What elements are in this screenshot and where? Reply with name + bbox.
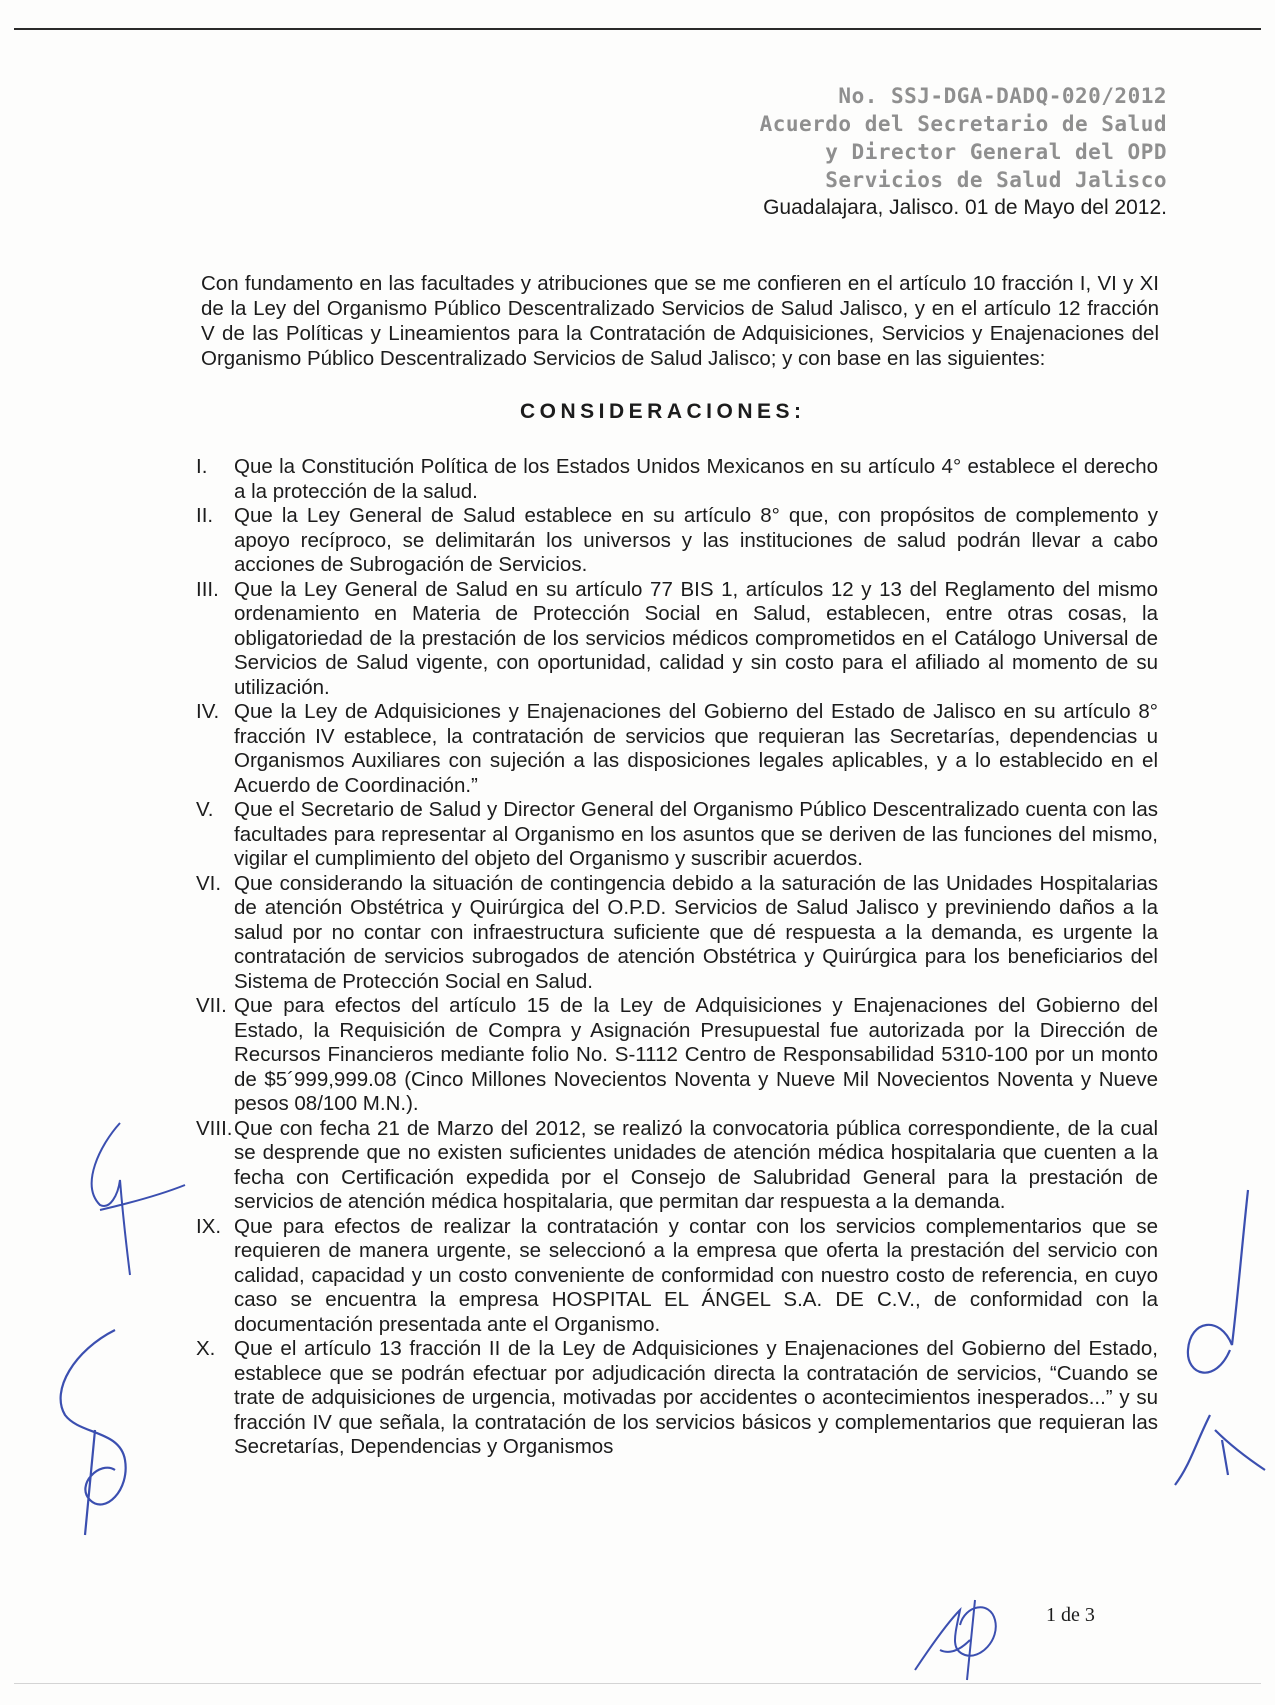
- header-title-line-1: Acuerdo del Secretario de Salud: [759, 112, 1167, 136]
- item-text: Que el artículo 13 fracción II de la Ley de Adquisiciones y Enajenaciones del Gobierno del Estado, establece que se podrán efectuar por adjudicación directa la contratación de servicios, “Cuando se trate de adquisiciones de urgencia, motivadas por accidentes o acontecimientos inesperados...” y su fracción IV que señala, la contratación de los servicios básicos y complementarios que requieran las Secretarías, Dependencias y Organismos: [234, 1337, 1158, 1458]
- page-number: 1 de 3: [1046, 1604, 1095, 1626]
- list-item: [190, 700, 1158, 798]
- header-title-line-3: Servicios de Salud Jalisco: [825, 168, 1167, 192]
- considerations-list: [190, 455, 1158, 1460]
- item-text: Que la Constitución Política de los Estados Unidos Mexicanos en su artículo 4° establece el derecho a la protección de la salud.: [234, 455, 1158, 503]
- item-number: VIII.: [196, 1116, 233, 1140]
- right-margin-signature: [1170, 1185, 1270, 1495]
- item-number: X.: [196, 1337, 216, 1360]
- section-heading: CONSIDERACIONES:: [520, 400, 806, 423]
- item-number: VI.: [196, 871, 222, 895]
- item-text: Que la Ley de Adquisiciones y Enajenaciones del Gobierno del Estado de Jalisco en su artículo 8° fracción IV establece, la contratación de servicios que requieran las Secretarías, dependencias u Organismos Auxiliares con sujeción a las disposiciones legales aplicables, y a lo establecido en el Acuerdo de Coordinación.”: [234, 700, 1158, 797]
- list-item: [190, 1337, 1158, 1460]
- item-text: Que la Ley General de Salud establece en su artículo 8° que, con propósitos de complemento y apoyo recíproco, se delimitarán los universos y las instituciones de salud podrán llevar a cabo acciones de Subrogación de Servicios.: [234, 504, 1158, 576]
- item-number: III.: [196, 577, 219, 601]
- list-item: [190, 994, 1158, 1117]
- top-rule: [14, 28, 1261, 30]
- list-item: [190, 578, 1158, 701]
- list-item: [190, 504, 1158, 578]
- list-item: [190, 872, 1158, 995]
- item-text: Que con fecha 21 de Marzo del 2012, se realizó la convocatoria pública correspondiente, de la cual se desprende que no existen suficientes unidades de atención médica hospitalaria que cuenten a la fecha con Certificación expedida por el Consejo de Salubridad General para la prestación de servicios de atención médica hospitalaria, que permitan dar respuesta a la demanda.: [234, 1116, 1158, 1213]
- intro-paragraph: Con fundamento en las facultades y atribuciones que se me confieren en el artículo 10 fracción I, VI y XI de la Ley del Organismo Público Descentralizado Servicios de Salud Jalisco, y en el artículo 12 fracción V de las Políticas y Lineamientos para la Contratación de Adquisiciones, Servicios y Enajenaciones del Organismo Público Descentralizado Servicios de Salud Jalisco; y con base en las siguientes:: [201, 271, 1159, 370]
- item-text: Que para efectos del artículo 15 de la Ley de Adquisiciones y Enajenaciones del Gobierno del Estado, la Requisición de Compra y Asignación Presupuestal fue autorizada por la Dirección de Recursos Financieros mediante folio No. S-1112 Centro de Responsabilidad 5310-100 por un monto de $5´999,999.08 (Cinco Millones Novecientos Noventa y Nueve Mil Novecientos Noventa y Nueve pesos 08/100 M.N.).: [234, 994, 1158, 1115]
- bottom-rule: [14, 1683, 1261, 1684]
- item-number: IV.: [196, 700, 220, 723]
- bottom-signature: [905, 1580, 1025, 1690]
- list-item: [190, 1215, 1158, 1338]
- document-header: [760, 82, 1167, 222]
- item-number: V.: [196, 798, 214, 821]
- header-title-line-2: y Director General del OPD: [825, 140, 1167, 164]
- item-text: Que considerando la situación de contingencia debido a la saturación de las Unidades Hospitalarias de atención Obstétrica y Quirúrgica del O.P.D. Servicios de Salud Jalisco y previniendo daños a la salud por no contar con infraestructura suficiente que dé respuesta a la demanda, es urgente la contratación de servicios subrogados de atención Obstétrica y Quirúrgica para los beneficiarios del Sistema de Protección Social en Salud.: [234, 871, 1158, 993]
- item-text: Que el Secretario de Salud y Director General del Organismo Público Descentralizado cuenta con las facultades para representar al Organismo en los asuntos que se deriven de las funciones del mismo, vigilar el cumplimiento del objeto del Organismo y suscribir acuerdos.: [234, 798, 1158, 870]
- list-item: [190, 1117, 1158, 1215]
- item-number: VII.: [196, 994, 227, 1017]
- item-number: IX.: [196, 1214, 222, 1238]
- document-number: No. SSJ-DGA-DADQ-020/2012: [838, 84, 1167, 108]
- list-item: [190, 455, 1158, 504]
- item-number: I.: [196, 455, 208, 478]
- margin-initial-signature-bottom: [45, 1320, 155, 1540]
- margin-initial-signature-top: [40, 1115, 190, 1295]
- item-text: Que para efectos de realizar la contratación y contar con los servicios complementarios que se requieren de manera urgente, se seleccionó a la empresa que oferta la prestación del servicio con calidad, capacidad y un costo conveniente de conformidad con nuestro costo de referencia, en cuyo caso se encuentra la empresa HOSPITAL EL ÁNGEL S.A. DE C.V., de conformidad con la documentación presentada ante el Organismo.: [234, 1214, 1158, 1336]
- list-item: [190, 798, 1158, 872]
- item-number: II.: [196, 504, 214, 527]
- item-text: Que la Ley General de Salud en su artículo 77 BIS 1, artículos 12 y 13 del Reglamento del mismo ordenamiento en Materia de Protección Social en Salud, establecen, entre otras cosas, la obligatoriedad de la prestación de los servicios médicos comprometidos en el Catálogo Universal de Servicios de Salud vigente, con oportunidad, calidad y sin costo para el afiliado al momento de su utilización.: [234, 577, 1158, 699]
- place-date: Guadalajara, Jalisco. 01 de Mayo del 2012.: [763, 196, 1167, 219]
